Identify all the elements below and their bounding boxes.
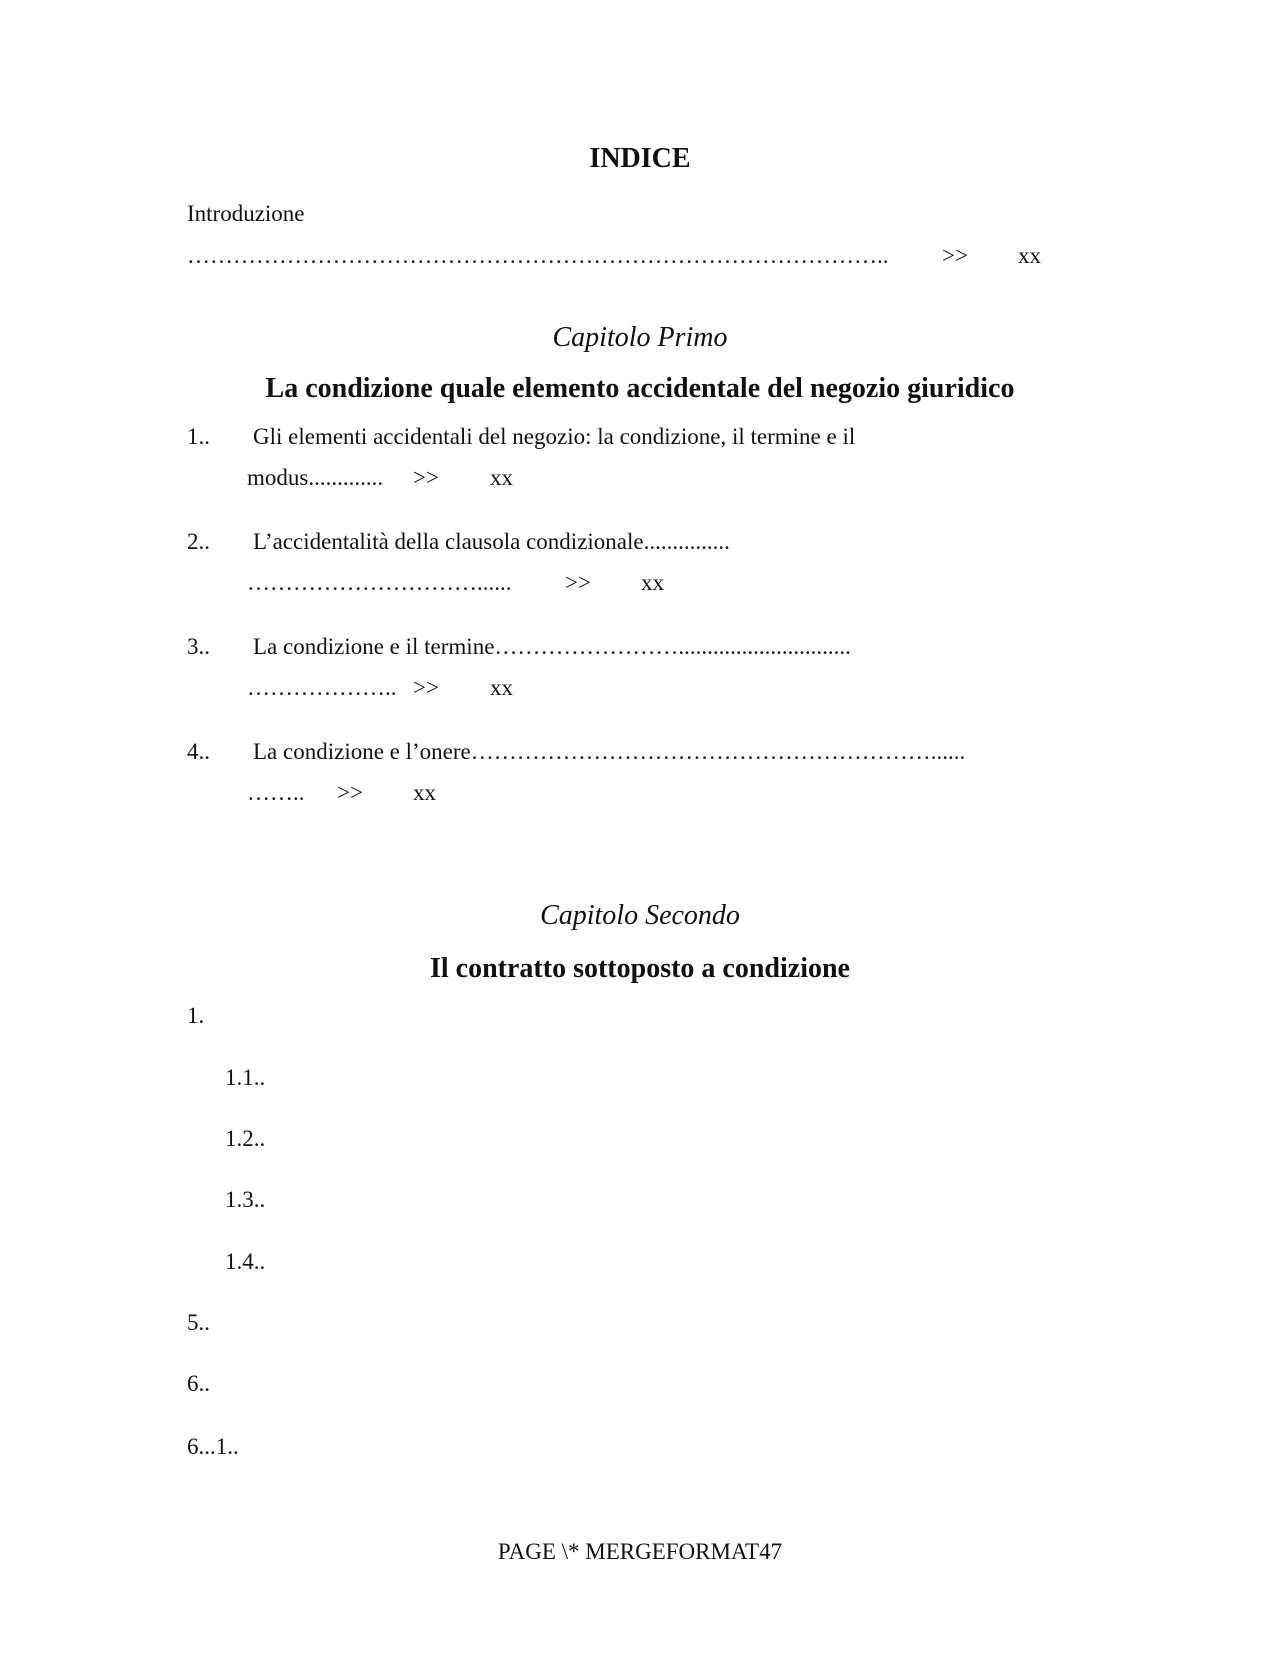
toc-item: 6..: [187, 1371, 210, 1396]
toc-entry-leader: …………………………......: [247, 570, 512, 595]
toc-entry-page: xx: [490, 675, 513, 700]
toc-subitem: 1.4..: [225, 1249, 266, 1274]
toc-entry-page: xx: [641, 570, 664, 595]
page-footer: PAGE \* MERGEFORMAT47: [497, 1539, 783, 1564]
page-title: INDICE: [589, 143, 691, 174]
toc-entry-leader: modus.............: [247, 465, 384, 490]
toc-subitem: 1.2..: [225, 1126, 266, 1151]
intro-arrow: >>: [942, 243, 968, 268]
toc-entry-arrow: >>: [413, 675, 439, 700]
toc-entry-number: 2..: [187, 529, 210, 554]
toc-entry-text: La condizione e l’onere……………………………………………………......: [253, 739, 966, 764]
toc-entry-text: La condizione e il termine……………………..............................: [253, 634, 851, 659]
toc-entry-leader: ………………..: [247, 675, 397, 700]
toc-item: 6...1..: [187, 1434, 239, 1459]
toc-entry-arrow: >>: [337, 780, 363, 805]
intro-page: xx: [1018, 243, 1041, 268]
toc-subitem: 1.1..: [225, 1065, 266, 1090]
toc-entry-text: Gli elementi accidentali del negozio: la condizione, il termine e il: [253, 424, 856, 449]
toc-item: 5..: [187, 1310, 210, 1335]
toc-subitem: 1.3..: [225, 1187, 266, 1212]
intro-label: Introduzione: [187, 201, 305, 226]
toc-entry-arrow: >>: [565, 570, 591, 595]
toc-entry-page: xx: [413, 780, 436, 805]
intro-leader: ………………………………………………………………………………..: [187, 243, 889, 268]
chapter1-label: Capitolo Primo: [552, 322, 728, 353]
toc-entry-number: 3..: [187, 634, 210, 659]
toc-entry-number: 4..: [187, 739, 210, 764]
chapter1-title: La condizione quale elemento accidentale del negozio giuridico: [265, 373, 1015, 404]
toc-entry-text: L’accidentalità della clausola condizionale...............: [253, 529, 730, 554]
chapter2-title: Il contratto sottoposto a condizione: [430, 953, 850, 984]
toc-item: 1.: [187, 1003, 205, 1028]
toc-entry-number: 1..: [187, 424, 210, 449]
toc-entry-leader: ……..: [247, 780, 305, 805]
toc-entry-arrow: >>: [413, 465, 439, 490]
toc-entry-page: xx: [490, 465, 513, 490]
chapter2-label: Capitolo Secondo: [540, 900, 740, 931]
